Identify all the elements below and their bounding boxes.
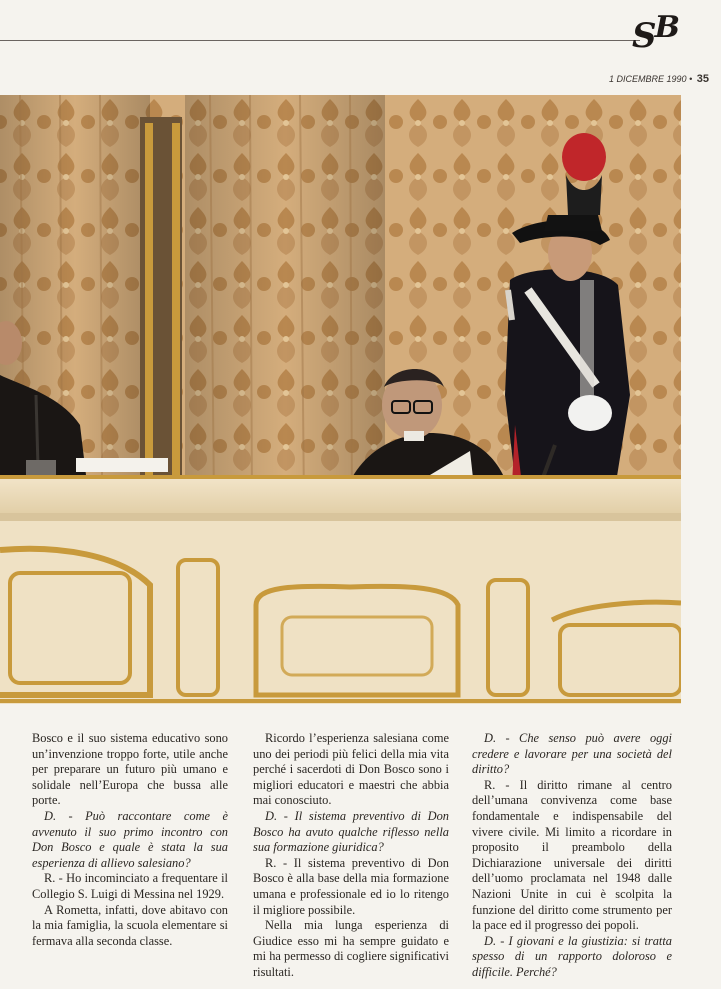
interview-question: D. - Il sistema preventivo di Don Bosco ha avuto qualche riflesso nella sua formazione giuridica? — [253, 808, 449, 855]
issue-date: 1 DICEMBRE 1990 — [609, 74, 687, 84]
courtroom-photo — [0, 95, 681, 704]
issue-date-line — [609, 73, 709, 85]
interview-question: D. - Che senso può avere oggi credere e lavorare per una società del diritto? — [472, 731, 672, 777]
gilded-bench — [0, 475, 681, 704]
text-column-1 — [32, 731, 228, 949]
white-glove — [568, 395, 612, 431]
interview-paragraph: R. - Il sistema preventivo di Don Bosco è alla base della mia formazione umana e professionale ed io lo ritengo il migliore possibile. — [253, 855, 449, 917]
text-column-3 — [472, 731, 672, 981]
interview-paragraph: R. - Il diritto rimane al centro dell’umana convivenza come base fondamentale e indispensabile del vivere civile. Mi limito a ricordare in proposito il preambolo della Dichiarazione universale dei diritti dell’uomo proclamata nel 1948 dalle Nazioni Unite in cui è scolpita la funzione del diritto come strumento per la pace ed il progresso dei popoli. — [472, 777, 672, 933]
interview-paragraph: Nella mia lunga esperienza di Giudice esso mi ha sempre guidato e mi ha permesso di cogliere significativi risultati. — [253, 918, 449, 979]
logo-letter-s: S — [632, 16, 655, 56]
text-column-2 — [253, 731, 449, 981]
interview-paragraph: R. - Ho incominciato a frequentare il Collegio S. Luigi di Messina nel 1929. — [32, 871, 228, 901]
interview-paragraph: A Rometta, infatti, dove abitavo con la mia famiglia, la scuola elementare si fermava alla seconda classe. — [32, 902, 228, 948]
interview-question: D. - Può raccontare come è avvenuto il suo primo incontro con Don Bosco e quale è stata la sua esperienza di allievo salesiano? — [32, 808, 228, 870]
courtroom-illustration — [0, 95, 681, 704]
interview-paragraph: Ricordo l’esperienza salesiana come uno dei periodi più felici della mia vita perché i sacerdoti di Don Bosco sono i migliori educatori e maestri che abbia mai conosciuto. — [253, 731, 449, 808]
header-rule — [0, 40, 640, 41]
date-separator: • — [689, 74, 693, 84]
page-number: 35 — [696, 73, 709, 85]
interview-paragraph: Bosco e il suo sistema educativo sono un’invenzione troppo forte, utile anche per preparare un futuro più umano e solidale nell’Europa che bussa alle porte. — [32, 731, 228, 808]
logo-letter-b: B — [654, 10, 678, 45]
magazine-logo — [632, 6, 678, 56]
interview-question: D. - I giovani e la giustizia: si tratta spesso di un rapporto doloroso e difficile. Perché? — [472, 933, 672, 979]
red-plume — [562, 133, 606, 181]
